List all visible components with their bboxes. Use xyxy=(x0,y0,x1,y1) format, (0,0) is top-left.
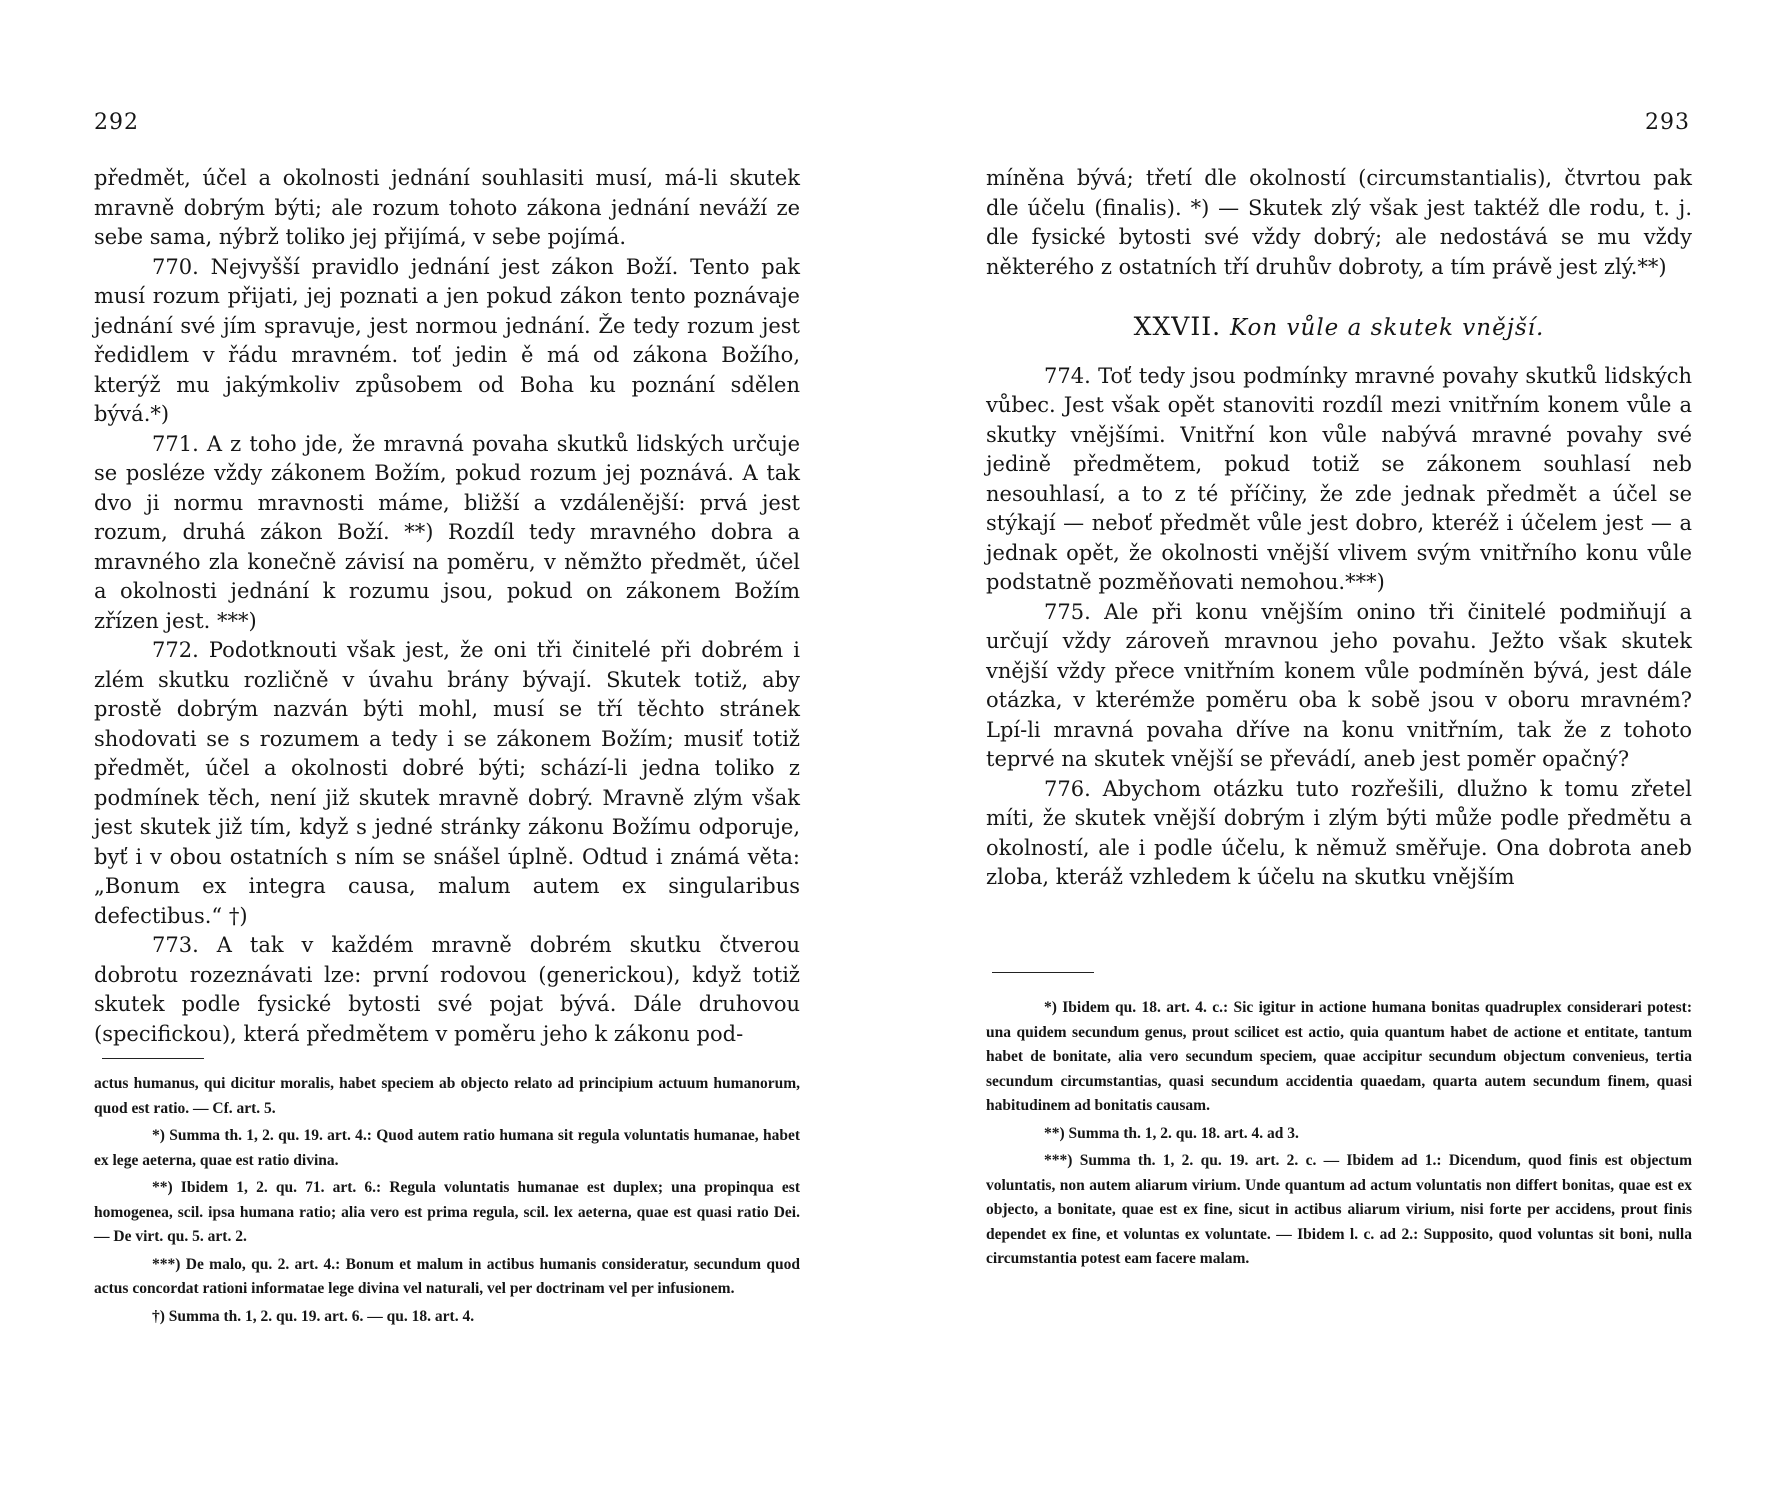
body-text xyxy=(94,164,800,1049)
footnote: **) Ibidem 1, 2. qu. 71. art. 6.: Regula voluntatis humanae est duplex; una propinqua est homogenea, scil. ipsa humana ratio; alia vero est prima regula, scil. lex aeterna, quae est quasi ratio Dei. — De virt. qu. 5. art. 2. xyxy=(94,1179,800,1245)
paragraph: míněna bývá; třetí dle okolností (circumstantialis), čtvrtou pak dle účelu (finalis). *) — Skutek zlý však jest taktéž dle rodu, t. j. dle fysické bytosti své vždy dobrý; ale nedostává se mu vždy některého z ostatních tří druhův dobroty, a tím právě jest zlý.**) xyxy=(986,166,1692,279)
footnotes xyxy=(94,1072,800,1332)
paragraph: předmět, účel a okolnosti jednání souhlasiti musí, má-li skutek mravně dobrým býti; ale rozum tohoto zákona jednání neváží ze sebe sama, nýbrž toliko jej přijímá, v sebe pojímá. xyxy=(94,166,800,249)
section-numeral: XXVII. xyxy=(1133,312,1222,341)
section-title: Kon vůle a skutek vnější. xyxy=(1229,315,1545,341)
footnote: †) Summa th. 1, 2. qu. 19. art. 6. — qu. 18. art. 4. xyxy=(152,1307,475,1325)
footnote: ***) Summa th. 1, 2. qu. 19. art. 2. c. — Ibidem ad 1.: Dicendum, quod finis est objectum voluntatis, non autem aliarum virium. Unde quantum ad actum voluntatis non differt bonitas, quae est ex objecto, a bonitate, quae est ex fine, sicut in actibus aliarum virium, nisi forte per accidens, prout finis dependet ex fine, et voluntas ex voluntate. — Ibidem l. c. ad 2.: Supposito, quod voluntas sit boni, nulla circumstantia potest eam facere malam. xyxy=(986,1152,1692,1267)
footnote: **) Summa th. 1, 2. qu. 18. art. 4. ad 3. xyxy=(1044,1124,1299,1142)
section-heading xyxy=(986,312,1692,344)
paragraph-771: 771. A z toho jde, že mravná povaha skutků lidských určuje se posléze vždy zákonem Božím, pokud rozum jej poznává. A tak dvo ji normu mravnosti máme, bližší a vzdálenější: prvá jest rozum, druhá zákon Boží. **) Rozdíl tedy mravného dobra a mravného zla konečně závisí na poměru, v němžto předmět, účel a okolnosti jednání k rozumu jsou, pokud on zákonem Božím zřízen jest. ***) xyxy=(94,431,800,633)
footnotes xyxy=(986,996,1692,1275)
paragraph-774: 774. Toť tedy jsou podmínky mravné povahy skutků lidských vůbec. Jest však opět stanoviti rozdíl mezi vnitřním konem vůle a skutky vnějšími. Vnitřní kon vůle nabývá mravné povahy své jedině předmětem, pokud totiž se zákonem souhlasí neb nesouhlasí, a to z té příčiny, že zde jednak předmět a účel se stýkají — neboť předmět vůle jest dobro, kteréž i účelem jest — a jednak opět, že okolnosti vnější vlivem svým vnitřního konu vůle podstatně pozměňovati nemohou.***) xyxy=(986,363,1692,594)
footnote: actus humanus, qui dicitur moralis, habet speciem ab objecto relato ad principium actuum humanorum, quod est ratio. — Cf. art. 5. xyxy=(94,1075,800,1117)
paragraph-773: 773. A tak v každém mravně dobrém skutku čtverou dobrotu rozeznávati lze: první rodovou (generickou), když totiž skutek podle fysické bytosti své pojat bývá. Dále druhovou (specifickou), která předmětem v poměru jeho k zákonu pod- xyxy=(94,933,800,1046)
paragraph-776: 776. Abychom otázku tuto rozřešili, dlužno k tomu zřetel míti, že skutek vnější dobrým i zlým býti může podle předmětu a okolností, ale i podle účelu, k němuž směřuje. Ona dobrota aneb zloba, kteráž vzhledem k účelu na skutku vnějším xyxy=(986,776,1692,889)
footnote-divider xyxy=(102,1058,204,1059)
paragraph-772: 772. Podotknouti však jest, že oni tři činitelé při dobrém i zlém skutku rozličně v úvahu brány bývají. Skutek totiž, aby prostě dobrým nazván býti mohl, musí se tří těchto stránek shodovati se s rozumem a tedy i se zákonem Božím; musiť totiž předmět, účel a okolnosti dobré býti; schází-li jedna toliko z podmínek těch, není již skutek mravně dobrý. Mravně zlým však jest skutek již tím, když s jedné stránky zákonu Božímu odporuje, byť i v obou ostatních s ním se snášel úplně. Odtud i známá věta: „Bonum ex integra causa, malum autem ex singularibus defectibus.“ †) xyxy=(94,638,800,928)
page-number: 292 xyxy=(94,110,139,135)
page-number: 293 xyxy=(1645,110,1690,135)
footnote: *) Ibidem qu. 18. art. 4. c.: Sic igitur in actione humana bonitas quadruplex considerari potest: una quidem secundum genus, prout scilicet est actio, quia quantum habet de actione et entitate, tantum habet de bonitate, alia vero secundum speciem, quae accipitur secundum objectum convenieus, tertia secundum circumstantias, quasi secundum accidentia quaedam, quarta autem secundum finem, quasi habitudinem ad bonitatis causam. xyxy=(986,999,1692,1114)
footnote-divider xyxy=(992,972,1094,973)
paragraph-770: 770. Nejvyšší pravidlo jednání jest zákon Boží. Tento pak musí rozum přijati, jej poznati a jen pokud zákon tento poznávaje jednání své jím spravuje, jest normou jednání. Že tedy rozum jest ředidlem v řádu mravném. toť jedin ě má od zákona Božího, kterýž mu jakýmkoliv způsobem od Boha ku poznání sdělen bývá.*) xyxy=(94,254,800,426)
paragraph-775: 775. Ale při konu vnějším onino tři činitelé podmiňují a určují vždy zároveň mravnou jeho povahu. Ježto však skutek vnější vždy přece vnitřním konem vůle podmíněn bývá, jest dále otázka, v kterémže poměru oba k sobě jsou v oboru mravném? Lpí-li mravná povaha dříve na konu vnitřním, tak že z tohoto teprvé na skutek vnější se převádí, aneb jest poměr opačný? xyxy=(986,599,1692,771)
footnote: ***) De malo, qu. 2. art. 4.: Bonum et malum in actibus humanis consideratur, secundum quod actus concordat rationi informatae lege divina vel naturali, vel per doctrinam vel per infusionem. xyxy=(94,1255,800,1297)
footnote: *) Summa th. 1, 2. qu. 19. art. 4.: Quod autem ratio humana sit regula voluntatis humanae, habet ex lege aeterna, quae est ratio divina. xyxy=(94,1127,800,1169)
body-text xyxy=(986,164,1692,893)
